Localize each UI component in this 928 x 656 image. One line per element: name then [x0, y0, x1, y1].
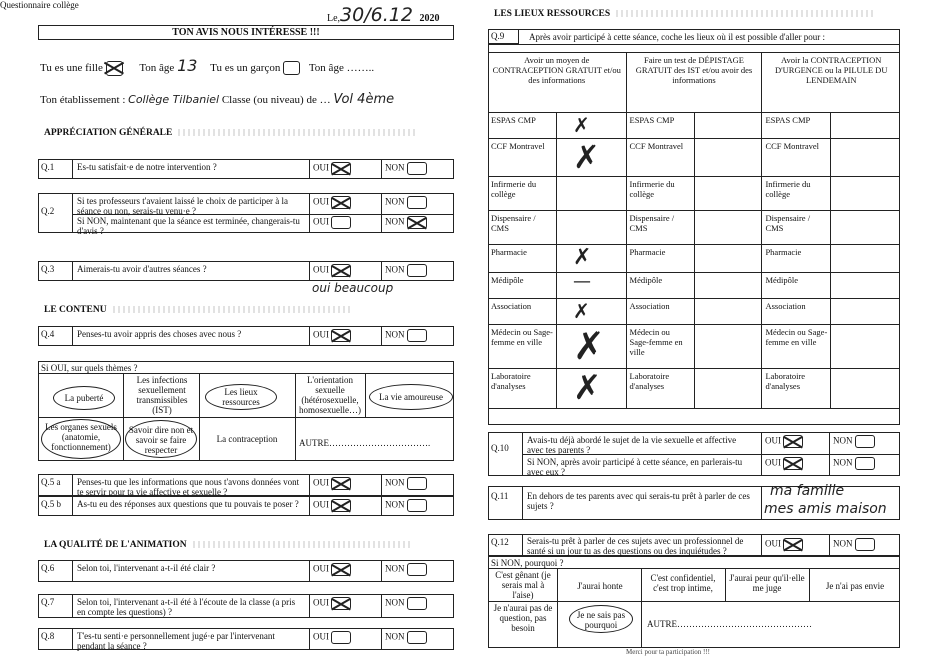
- q9-row: [488, 369, 900, 409]
- q3-handwriting: oui beaucoup: [312, 281, 394, 295]
- identity-line-2: [40, 92, 394, 107]
- q1-oui-checkbox[interactable]: [331, 162, 351, 175]
- q2a-non: [381, 194, 453, 214]
- q3-text: Aimerais-tu avoir d'autres séances ?: [77, 264, 207, 274]
- q2b-non: [381, 214, 453, 232]
- q6-number: Q.6: [39, 561, 73, 581]
- theme-puberte[interactable]: La puberté: [53, 386, 115, 410]
- q7-oui-checkbox[interactable]: [331, 597, 351, 610]
- girl-checkbox[interactable]: [106, 61, 123, 76]
- q10-text-a: Avais-tu déjà abordé le sujet de la vie sexuelle et affective avec tes parents ?: [527, 435, 737, 455]
- q9-check-cell[interactable]: [831, 273, 900, 299]
- q6-oui: [309, 561, 381, 581]
- q6-row: [38, 560, 454, 582]
- q2b-non-checkbox[interactable]: [407, 216, 427, 229]
- q3-number: Q.3: [39, 262, 73, 280]
- q8-non: [381, 629, 453, 649]
- q5a-number: Q.5 a: [39, 475, 73, 495]
- school-label: Ton établissement :: [40, 94, 126, 106]
- q4-oui-checkbox[interactable]: [331, 329, 351, 342]
- q9-place-label: Pharmacie: [626, 245, 694, 273]
- q9-check-cell[interactable]: [831, 113, 900, 139]
- q9-row: [488, 299, 900, 325]
- section-contenu: [44, 305, 353, 315]
- q9-check-cell[interactable]: [694, 113, 762, 139]
- q9-row: [488, 211, 900, 245]
- q10a-non-label: NON: [833, 435, 853, 446]
- q9-check-cell[interactable]: [831, 211, 900, 245]
- q5a-oui-checkbox[interactable]: [331, 477, 351, 490]
- q9-col2-header: Faire un test de DÉPISTAGE GRATUIT des IST et/ou avoir des informations: [626, 53, 762, 113]
- q9-place-label: Médecin ou Sage-femme en ville: [762, 325, 831, 369]
- q5a-oui: [309, 475, 381, 495]
- q4-oui-label: OUI: [313, 329, 329, 340]
- date-value: 30/6.12: [340, 4, 413, 26]
- q9-row: [488, 325, 900, 369]
- reason-ne-sais-pas[interactable]: Je ne sais pas pourquoi: [569, 605, 633, 633]
- theme-dire-non[interactable]: Savoir dire non et savoir se faire respecter: [125, 420, 197, 458]
- section-appreciation-label: APPRÉCIATION GÉNÉRALE: [44, 128, 173, 138]
- q9-check-cell[interactable]: [557, 211, 626, 245]
- q5b-non-checkbox[interactable]: [407, 499, 427, 512]
- q7-non-label: NON: [385, 597, 405, 608]
- q9-place-label: CCF Montravel: [626, 139, 694, 177]
- section-lieux: [494, 9, 876, 19]
- reason-peur[interactable]: J'aurai peur qu'il·elle me juge: [729, 573, 805, 593]
- q9-check-cell[interactable]: [831, 245, 900, 273]
- q5a-oui-label: OUI: [313, 477, 329, 488]
- date-line: Le,30/6.12 2020: [327, 4, 440, 26]
- q10b-non-label: NON: [833, 457, 853, 468]
- q6-text: Selon toi, l'intervenant a-t-il été clair ?: [77, 563, 216, 573]
- q10b-oui: [765, 457, 803, 470]
- q8-non-checkbox[interactable]: [407, 631, 427, 644]
- q9-check-cell[interactable]: [694, 325, 762, 369]
- q9-col1-header: Avoir un moyen de CONTRACEPTION GRATUIT et/ou des informations: [488, 53, 626, 113]
- q9-place-label: Laboratoire d'analyses: [626, 369, 694, 409]
- q10b-non: [833, 457, 875, 470]
- reason-pas-besoin[interactable]: Je n'aurai pas de question, pas besoin: [493, 603, 553, 633]
- q9-place-label: Médipôle: [488, 273, 557, 299]
- q9-check-cell[interactable]: [557, 273, 626, 299]
- girl-label: Tu es une fille: [40, 62, 103, 74]
- q9-check-cell[interactable]: [557, 113, 626, 139]
- date-label: Le: [327, 13, 338, 24]
- q10a-non-checkbox[interactable]: [855, 435, 875, 448]
- q8-oui-checkbox[interactable]: [331, 631, 351, 644]
- q3-oui-checkbox[interactable]: [331, 264, 351, 277]
- themes-intro: Si OUI, sur quels thèmes ?: [41, 363, 138, 373]
- q9-place-label: Médecin ou Sage-femme en ville: [488, 325, 557, 369]
- year: 2020: [419, 13, 440, 24]
- q1-non-checkbox[interactable]: [407, 162, 427, 175]
- q1-oui: [309, 160, 381, 178]
- q5b-non-label: NON: [385, 499, 405, 510]
- q9-place-label: Pharmacie: [488, 245, 557, 273]
- theme-organes[interactable]: Les organes sexuels (anatomie, fonctionnement): [41, 419, 121, 459]
- q9-check-cell[interactable]: [694, 245, 762, 273]
- age-label-2: Ton âge ……..: [308, 62, 375, 74]
- q1-text: Es-tu satisfait·e de notre intervention ?: [77, 162, 217, 172]
- q3-oui-label: OUI: [313, 264, 329, 275]
- q2-text-a: Si tes professeurs t'avaient laissé le choix de participer à la séance ou non, serais-tu venu·e ?: [77, 196, 289, 216]
- q7-non-checkbox[interactable]: [407, 597, 427, 610]
- theme-autre[interactable]: AUTRE…………………………….: [299, 438, 431, 448]
- q11-number: Q.11: [489, 487, 523, 519]
- school-value: Collège Tilbaniel: [128, 93, 220, 106]
- q7-text: Selon toi, l'intervenant a-t-il été à l'écoute de la classe (a pris en compte les questions) ?: [77, 597, 296, 617]
- q5a-text: Penses-tu que les informations que nous t'avons données vont te servir pour ta vie affective et sexuelle ?: [77, 477, 300, 497]
- q2b-oui-label: OUI: [313, 216, 329, 227]
- q2a-oui: [309, 194, 381, 214]
- cross-mark-icon: ✗: [573, 138, 600, 176]
- q1-row: [38, 159, 454, 179]
- cross-mark-icon: ✗: [573, 245, 592, 270]
- cross-mark-icon: ✗: [573, 368, 602, 408]
- q1-number: Q.1: [39, 160, 73, 178]
- q9-place-label: CCF Montravel: [488, 139, 557, 177]
- q9-check-cell[interactable]: [694, 273, 762, 299]
- q9-place-label: Médipôle: [626, 273, 694, 299]
- q6-oui-label: OUI: [313, 563, 329, 574]
- q1-non: [381, 160, 453, 178]
- q10-text-b: Si NON, après avoir participé à cette séance, en parlerais-tu avec eux ?: [527, 457, 743, 477]
- q9-check-cell[interactable]: [694, 369, 762, 409]
- q1-oui-label: OUI: [313, 162, 329, 173]
- class-value: Vol 4ème: [333, 92, 395, 107]
- q5b-text: As-tu eu des réponses aux questions que tu pouvais te poser ?: [77, 499, 299, 509]
- q2a-non-label: NON: [385, 196, 405, 207]
- q8-oui-label: OUI: [313, 631, 329, 642]
- cross-mark-icon: ✗: [573, 113, 590, 137]
- q5a-non-label: NON: [385, 477, 405, 488]
- q5b-oui: [309, 497, 381, 515]
- q12-number: Q.12: [489, 535, 523, 555]
- q12-reasons: [488, 556, 900, 648]
- q12-oui-checkbox[interactable]: [783, 538, 803, 551]
- q5b-oui-checkbox[interactable]: [331, 499, 351, 512]
- q9-check-cell[interactable]: [557, 245, 626, 273]
- q4-text: Penses-tu avoir appris des choses avec nous ?: [77, 329, 242, 339]
- q9-check-cell[interactable]: [557, 177, 626, 211]
- banner: TON AVIS NOUS INTÉRESSE !!!: [38, 25, 454, 40]
- q9-check-cell[interactable]: [557, 299, 626, 325]
- q8-oui: [309, 629, 381, 649]
- q9-place-label: Association: [626, 299, 694, 325]
- q9-row: [488, 177, 900, 211]
- q3-non-checkbox[interactable]: [407, 264, 427, 277]
- q2b-oui: [309, 214, 381, 232]
- q3-non: [381, 262, 453, 280]
- identity-line-1: [40, 56, 374, 76]
- theme-contraception[interactable]: La contraception: [216, 434, 278, 444]
- q2b-oui-checkbox[interactable]: [331, 216, 351, 229]
- doc-title: Questionnaire collège: [0, 0, 79, 10]
- q2-row: [38, 193, 454, 236]
- q9-place-label: Infirmerie du collège: [626, 177, 694, 211]
- q7-non: [381, 595, 453, 617]
- q10a-oui: [765, 435, 803, 448]
- q8-non-label: NON: [385, 631, 405, 642]
- dash-mark-icon: —: [573, 271, 592, 292]
- section-appreciation: [44, 128, 418, 138]
- q1-non-label: NON: [385, 162, 405, 173]
- q9-check-cell[interactable]: [831, 299, 900, 325]
- q9-check-cell[interactable]: [557, 139, 626, 177]
- q9-table: [488, 52, 900, 409]
- q7-row: [38, 594, 454, 618]
- theme-ist[interactable]: Les infections sexuellement transmissibles (IST): [136, 375, 188, 415]
- q8-row: [38, 628, 454, 650]
- q2-number: Q.2: [39, 194, 73, 232]
- age-label: Ton âge: [139, 62, 175, 74]
- q3-non-label: NON: [385, 264, 405, 275]
- q9-row: [488, 245, 900, 273]
- q5b-oui-label: OUI: [313, 499, 329, 510]
- q3-oui: [309, 262, 381, 280]
- age-value: 13: [177, 56, 198, 75]
- section-lieux-label: LES LIEUX RESSOURCES: [494, 9, 611, 19]
- q2-text-b: Si NON, maintenant que la séance est terminée, changerais-tu d'avis ?: [77, 216, 300, 236]
- q4-number: Q.4: [39, 327, 73, 345]
- q10-number: Q.10: [489, 433, 523, 475]
- q4-non-checkbox[interactable]: [407, 329, 427, 342]
- q2a-oui-checkbox[interactable]: [331, 196, 351, 209]
- class-label: Classe (ou niveau) de …: [221, 94, 331, 106]
- q9-row: [488, 113, 900, 139]
- q12-non: [833, 538, 875, 551]
- q9-place-label: Dispensaire / CMS: [762, 211, 831, 245]
- boy-label: Tu es un garçon: [210, 62, 281, 74]
- q12-oui-label: OUI: [765, 538, 781, 549]
- q9-place-label: Médecin ou Sage-femme en ville: [626, 325, 694, 369]
- q9-place-label: ESPAS CMP: [626, 113, 694, 139]
- q10-block: [488, 432, 900, 476]
- q11-text: En dehors de tes parents avec qui serais-tu prêt à parler de ces sujets ?: [527, 491, 750, 511]
- q9-place-label: Pharmacie: [762, 245, 831, 273]
- q2a-oui-label: OUI: [313, 196, 329, 207]
- q7-number: Q.7: [39, 595, 73, 617]
- q5a-row: [38, 474, 454, 496]
- theme-vie-amoureuse[interactable]: La vie amoureuse: [369, 384, 453, 410]
- reason-pas-envie[interactable]: Je n'ai pas envie: [825, 581, 885, 591]
- reason-autre[interactable]: AUTRE………………………………………: [647, 619, 812, 629]
- q6-non: [381, 561, 453, 581]
- q10b-oui-label: OUI: [765, 457, 781, 468]
- q10a-oui-label: OUI: [765, 435, 781, 446]
- q9-place-label: ESPAS CMP: [488, 113, 557, 139]
- q12-block: [488, 534, 900, 556]
- q6-non-label: NON: [385, 563, 405, 574]
- q9-col3-header: Avoir la CONTRACEPTION D'URGENCE ou la PILULE DU LENDEMAIN: [762, 53, 900, 113]
- q5a-non: [381, 475, 453, 495]
- q9-check-cell[interactable]: [831, 369, 900, 409]
- theme-orientation[interactable]: L'orientation sexuelle (hétérosexuelle, homosexuelle…): [299, 375, 361, 415]
- q9-check-cell[interactable]: [694, 299, 762, 325]
- q12-oui: [765, 538, 803, 551]
- q12-why: Si NON, pourquoi ?: [491, 558, 564, 568]
- q7-oui-label: OUI: [313, 597, 329, 608]
- q7-oui: [309, 595, 381, 617]
- q9-place-label: Dispensaire / CMS: [626, 211, 694, 245]
- q5b-row: [38, 496, 454, 516]
- q9-row: [488, 139, 900, 177]
- q5b-number: Q.5 b: [39, 497, 73, 515]
- cross-mark-icon: ✗: [573, 299, 590, 323]
- q9-check-cell[interactable]: [694, 211, 762, 245]
- q8-number: Q.8: [39, 629, 73, 649]
- q6-non-checkbox[interactable]: [407, 563, 427, 576]
- themes-block: [38, 361, 454, 461]
- q4-non: [381, 327, 453, 345]
- q6-oui-checkbox[interactable]: [331, 563, 351, 576]
- q11-hand-2: mes amis maison: [764, 501, 887, 517]
- boy-checkbox[interactable]: [283, 61, 300, 75]
- q10a-oui-checkbox[interactable]: [783, 435, 803, 448]
- q9-check-cell[interactable]: [694, 139, 762, 177]
- q9-text: Après avoir participé à cette séance, coche les lieux où il est possible d'aller pour :: [529, 32, 826, 42]
- q10b-oui-checkbox[interactable]: [783, 457, 803, 470]
- section-contenu-label: LE CONTENU: [44, 305, 107, 315]
- q9-row: [488, 273, 900, 299]
- q12-text: Serais-tu prêt à parler de ces sujets avec un professionnel de santé si un jour tu as des questions ou des inquiétudes ?: [527, 536, 744, 556]
- q4-row: [38, 326, 454, 346]
- section-animation: [44, 540, 413, 550]
- reason-gene[interactable]: C'est gênant (je serais mal à l'aise): [495, 570, 551, 600]
- q2a-non-checkbox[interactable]: [407, 196, 427, 209]
- q10b-non-checkbox[interactable]: [855, 457, 875, 470]
- q9-check-cell[interactable]: [557, 325, 626, 369]
- q8-text: T'es-tu senti·e personnellement jugé·e par l'intervenant pendant la séance ?: [77, 631, 275, 651]
- q9-place-label: Médipôle: [762, 273, 831, 299]
- q2b-non-label: NON: [385, 216, 405, 227]
- footer: Merci pour ta participation !!!: [626, 648, 710, 656]
- q9-block: [488, 29, 900, 425]
- q11-hand-1: ma famille: [770, 483, 845, 499]
- cross-mark-icon: ✗: [573, 324, 605, 368]
- q9-place-label: ESPAS CMP: [762, 113, 831, 139]
- q12-non-checkbox[interactable]: [855, 538, 875, 551]
- q9-place-label: Dispensaire / CMS: [488, 211, 557, 245]
- reason-confidentiel[interactable]: C'est confidentiel, c'est trop intime,: [650, 573, 716, 593]
- q4-non-label: NON: [385, 329, 405, 340]
- q9-check-cell[interactable]: [831, 139, 900, 177]
- q5b-non: [381, 497, 453, 515]
- q9-place-label: Laboratoire d'analyses: [488, 369, 557, 409]
- q9-check-cell[interactable]: [557, 369, 626, 409]
- q5a-non-checkbox[interactable]: [407, 477, 427, 490]
- q12-non-label: NON: [833, 538, 853, 549]
- q3-row: [38, 261, 454, 281]
- reason-honte[interactable]: J'aurai honte: [577, 581, 623, 591]
- q9-place-label: Infirmerie du collège: [762, 177, 831, 211]
- q4-oui: [309, 327, 381, 345]
- q10a-non: [833, 435, 875, 448]
- q9-check-cell[interactable]: [831, 325, 900, 369]
- q9-place-label: Infirmerie du collège: [488, 177, 557, 211]
- q9-check-cell[interactable]: [831, 177, 900, 211]
- theme-lieux[interactable]: Les lieux ressources: [205, 384, 277, 410]
- section-animation-label: LA QUALITÉ DE L'ANIMATION: [44, 540, 187, 550]
- q9-number: Q.9: [489, 30, 519, 44]
- q9-place-label: Association: [762, 299, 831, 325]
- q9-place-label: Laboratoire d'analyses: [762, 369, 831, 409]
- q9-check-cell[interactable]: [694, 177, 762, 211]
- q9-place-label: CCF Montravel: [762, 139, 831, 177]
- q9-place-label: Association: [488, 299, 557, 325]
